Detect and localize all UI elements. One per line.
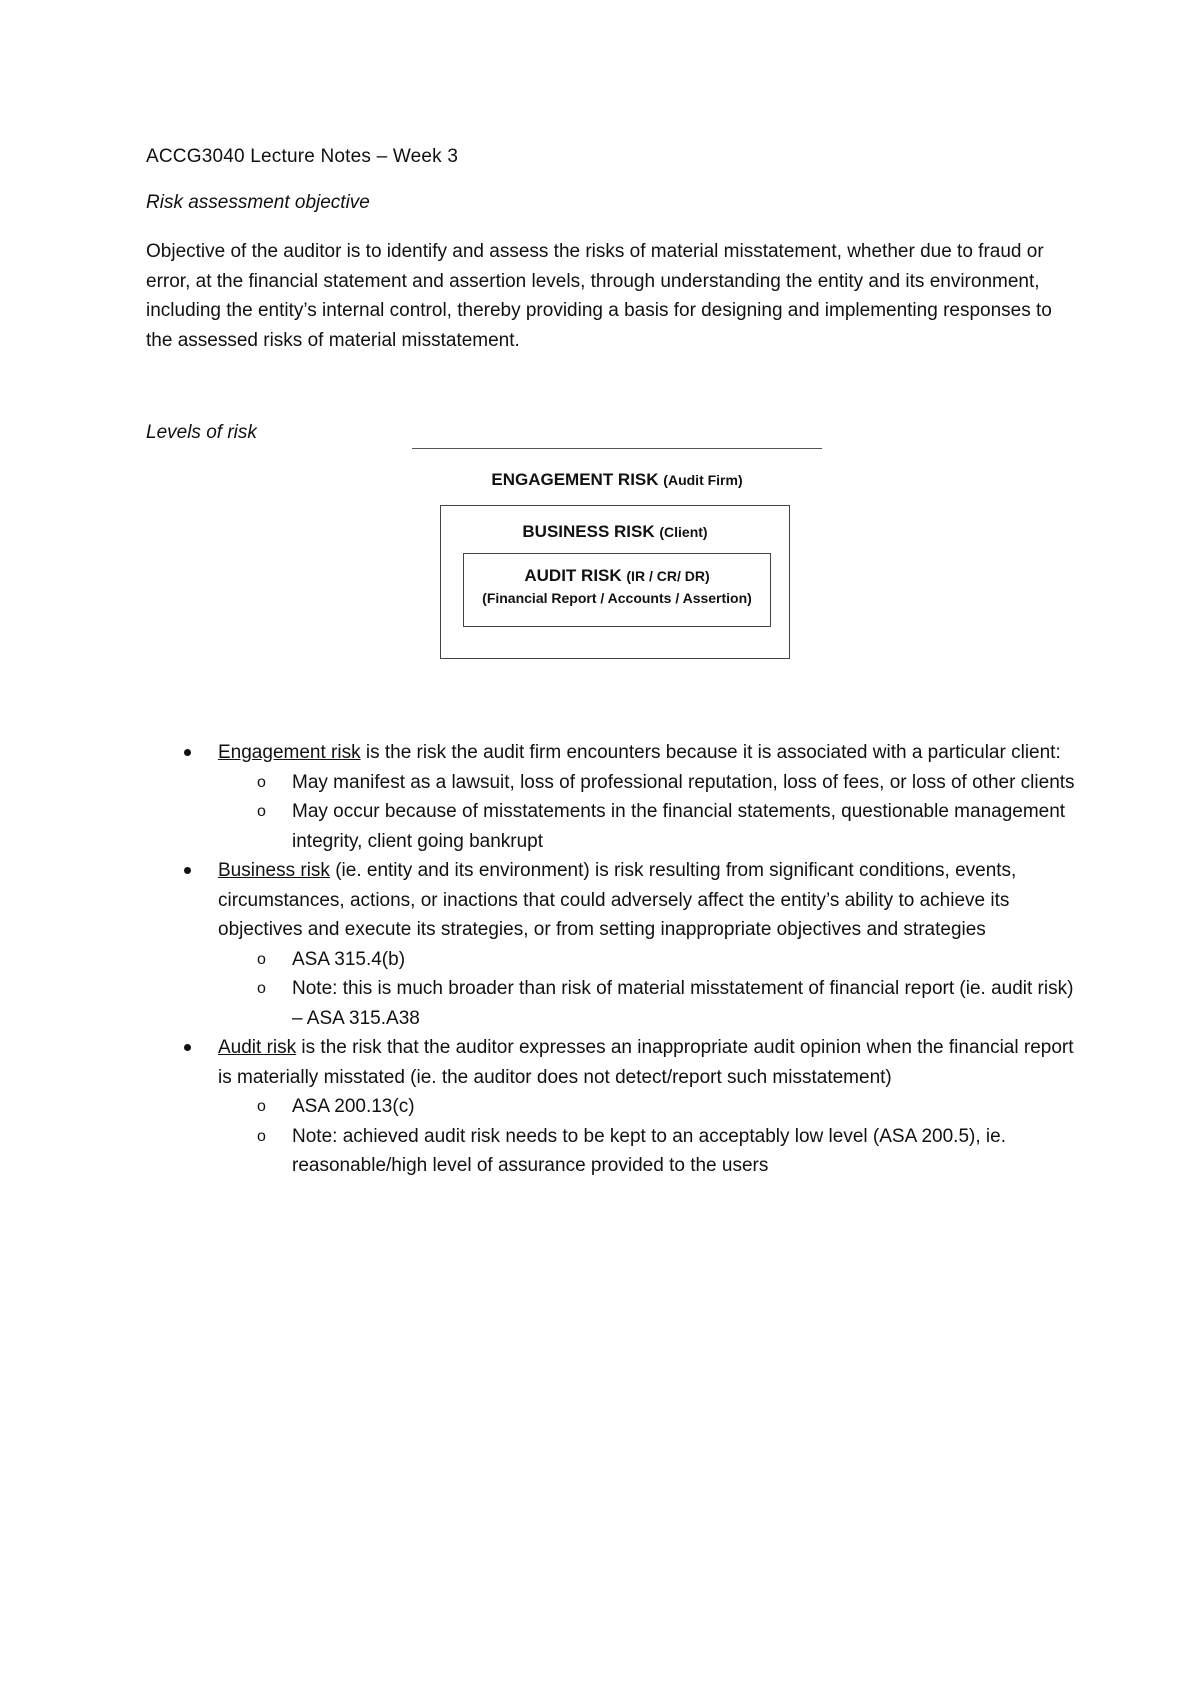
sub-bullet [146,945,1076,975]
engagement-risk-label [412,470,822,490]
section-heading-risk-assessment: Risk assessment objective [146,192,370,213]
bullet-dot [184,1044,191,1051]
term-audit-risk: Audit risk [218,1037,297,1058]
bullet-text: (ie. entity and its environment) is risk resulting from significant conditions, events, circumstances, actions, or inactions that could adversely affect the entity’s ability to achieve its objectives and execute its strategies, or from setting inappropriate objectives and strategies [218,860,1017,940]
sub-bullet-marker: o [257,803,266,820]
sub-bullet-text: ASA 200.13(c) [292,1096,415,1117]
sub-bullet-marker: o [257,950,266,968]
bullet-text: is the risk the audit firm encounters because it is associated with a particular client: [360,742,1061,763]
sub-bullet-marker: o [257,1098,266,1115]
sub-bullet-marker: o [257,1127,266,1145]
sub-bullet-text: May occur because of misstatements in the financial statements, questionable management integrity, client going bankrupt [292,801,1066,852]
audit-risk-label [464,566,770,586]
sub-bullet-marker: o [257,773,266,791]
engagement-risk-suffix: (Audit Firm) [663,472,743,488]
business-risk-suffix: (Client) [659,524,708,540]
bullet-text: is the risk that the auditor expresses an inappropriate audit opinion when the financial report is materially misstated (ie. the auditor does not detect/report such misstatement) [218,1037,1074,1088]
diagram-top-rule [412,448,822,449]
sub-bullet [146,797,1076,856]
section-heading-levels-of-risk: Levels of risk [146,422,257,443]
term-engagement-risk: Engagement risk [218,742,361,763]
sub-bullet-text: ASA 315.4(b) [292,948,406,970]
risk-bullet-list [146,738,1076,1181]
audit-risk-box [463,553,771,627]
sub-bullet-text: Note: this is much broader than risk of material misstatement of financial report (ie. audit risk) – ASA 315.A38 [292,978,1074,1029]
bullet-dot [184,749,191,756]
sub-bullet [146,1092,1076,1122]
sub-bullet-text: May manifest as a lawsuit, loss of professional reputation, loss of fees, or loss of other clients [292,771,1075,793]
bullet-business-risk [146,856,1076,945]
bullet-audit-risk [146,1033,1076,1092]
document-title: ACCG3040 Lecture Notes – Week 3 [146,146,459,167]
sub-bullet-marker: o [257,980,266,997]
business-risk-title: BUSINESS RISK [522,522,655,541]
business-risk-label [441,522,789,542]
audit-risk-subline: (Financial Report / Accounts / Assertion) [482,590,752,606]
engagement-risk-title: ENGAGEMENT RISK [491,470,659,489]
sub-bullet [146,768,1076,798]
risk-levels-diagram [412,448,822,688]
sub-bullet [146,1122,1076,1181]
audit-risk-suffix: (IR / CR/ DR) [626,568,710,584]
audit-risk-title: AUDIT RISK [524,566,622,585]
business-risk-box [440,505,790,659]
sub-bullet-text: Note: achieved audit risk needs to be kept to an acceptably low level (ASA 200.5), ie. reasonable/high level of assurance provided to the users [292,1125,1006,1176]
sub-bullet [146,974,1076,1033]
bullet-dot [184,867,191,874]
bullet-engagement-risk [146,738,1076,768]
objective-paragraph: Objective of the auditor is to identify and assess the risks of material misstatement, whether due to fraud or error, at the financial statement and assertion levels, through understanding the entity and its environment, including the entity’s internal control, thereby providing a basis for designing and implementing responses to the assessed risks of material misstatement. [146,241,1052,351]
term-business-risk: Business risk [218,860,330,881]
